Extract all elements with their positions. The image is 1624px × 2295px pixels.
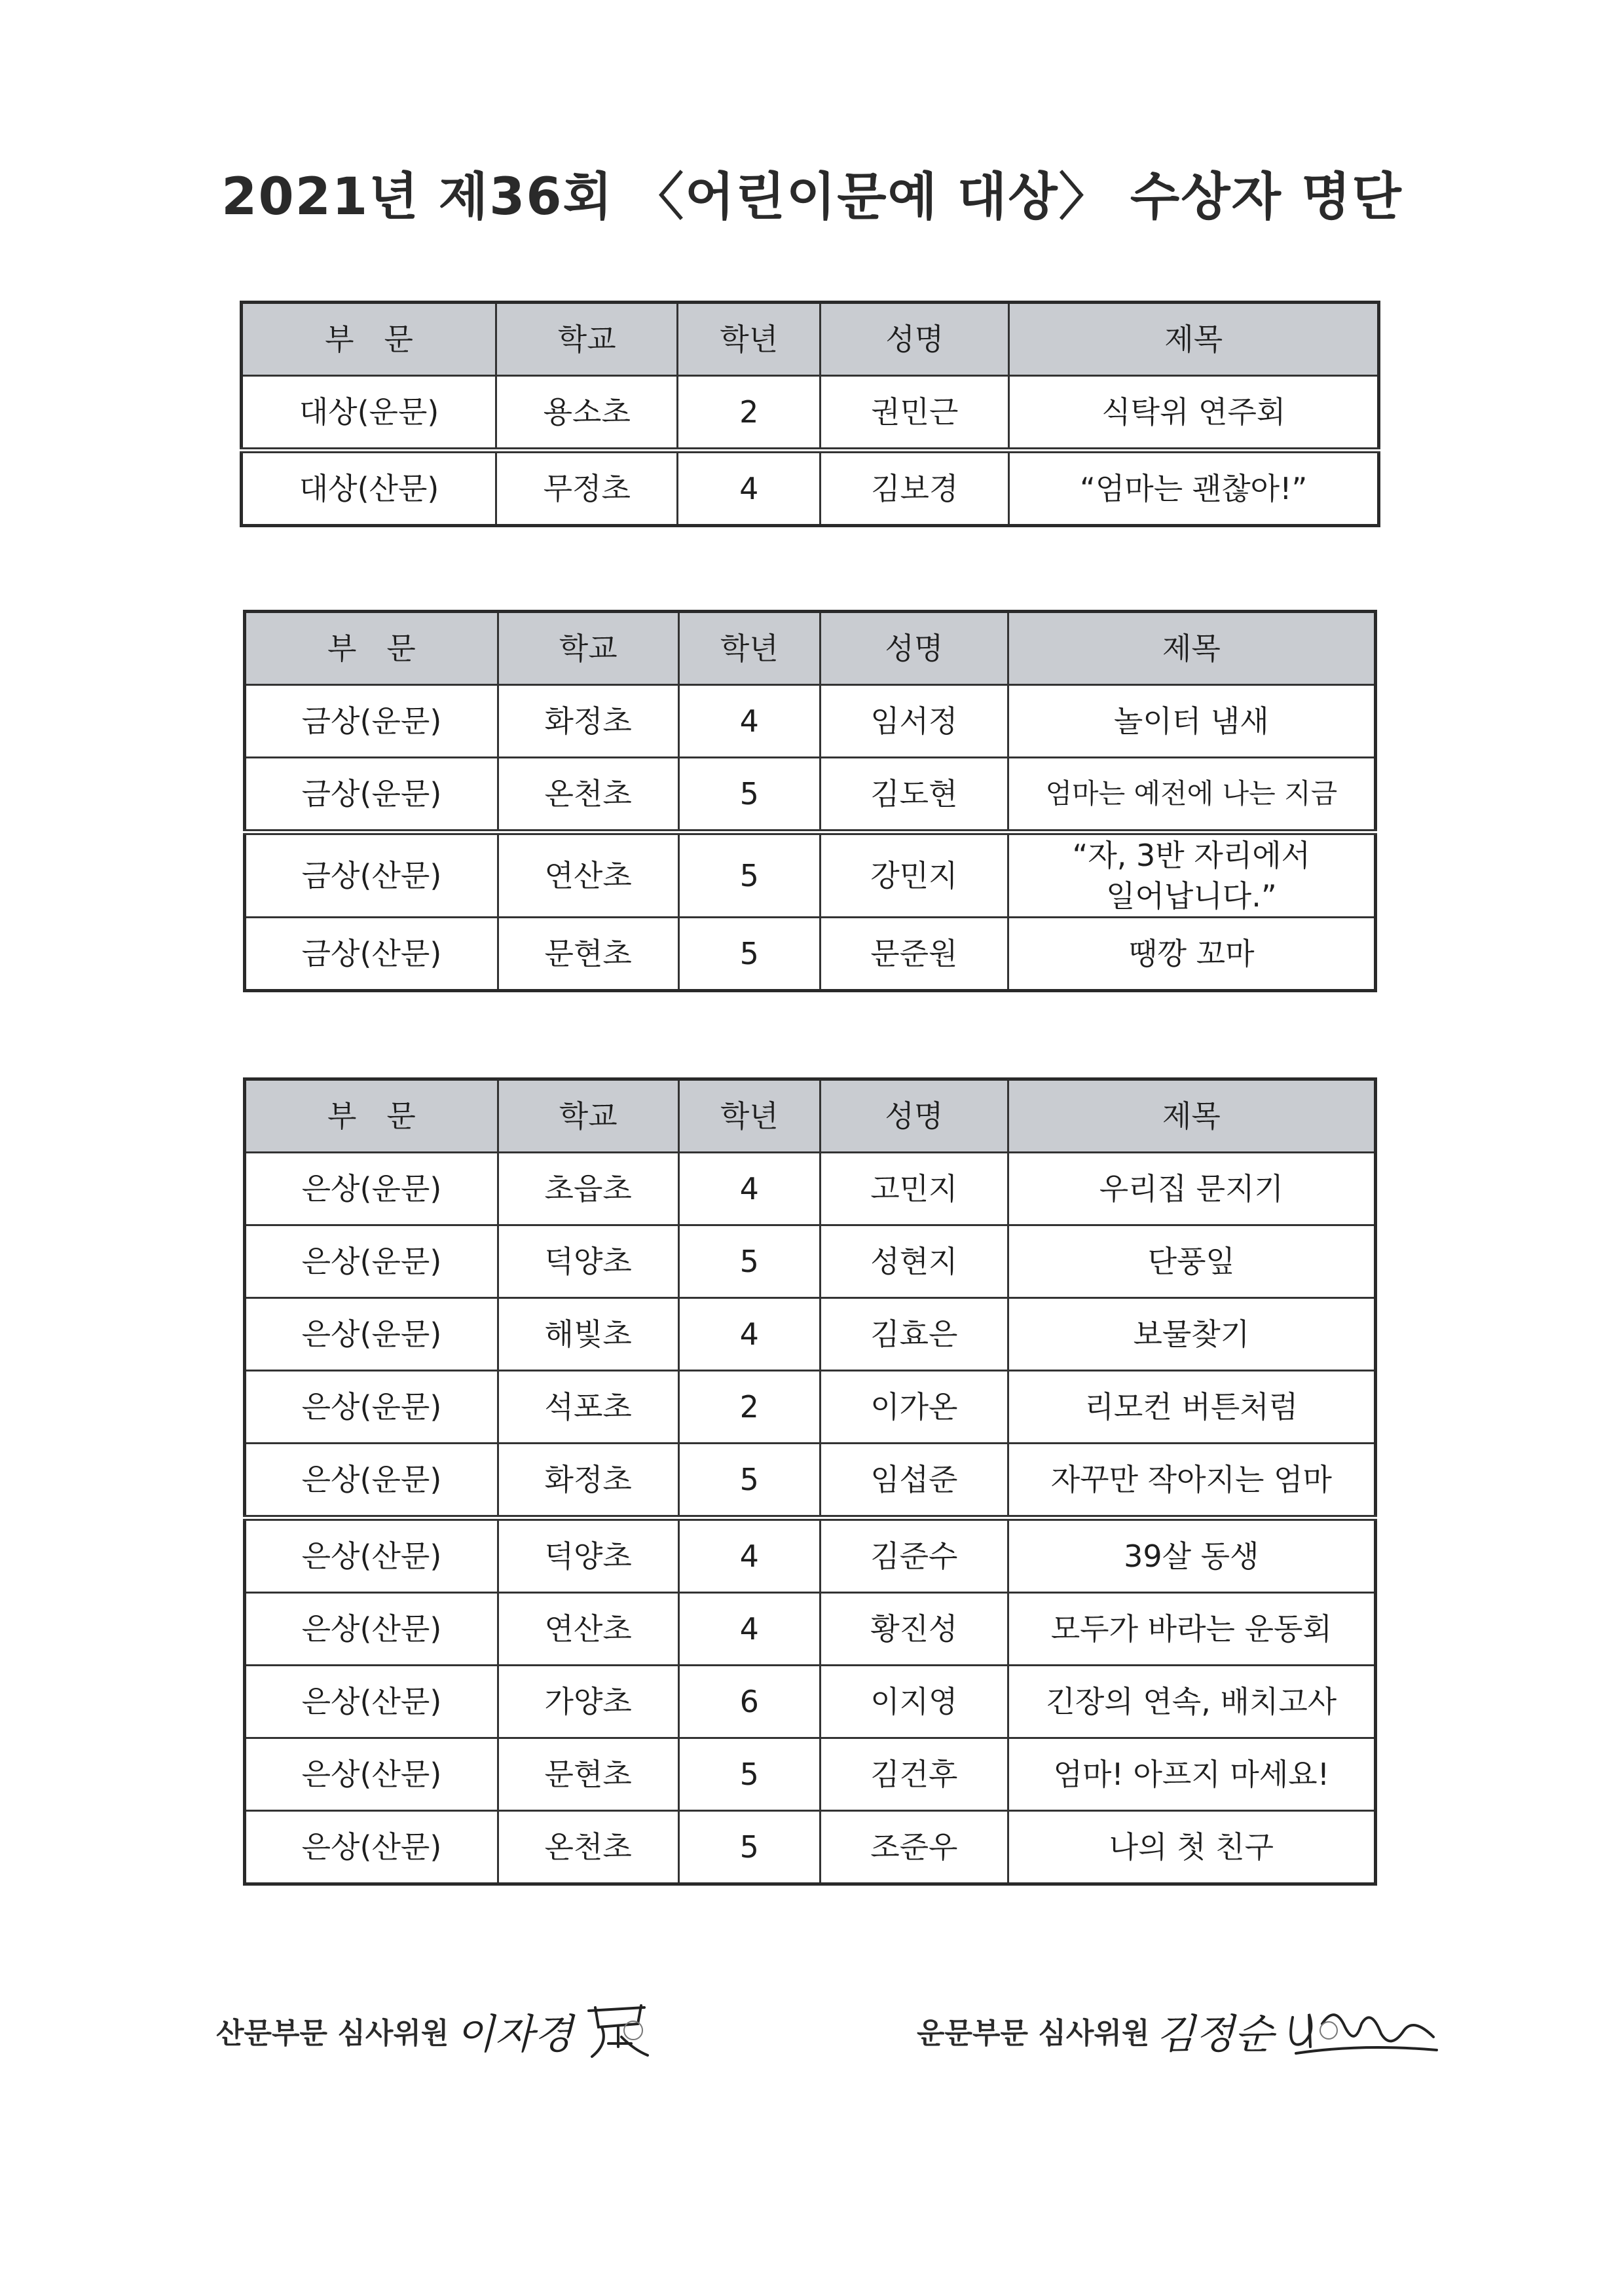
cell-division: 은상(산문) <box>245 1811 498 1884</box>
cell-school: 석포초 <box>498 1371 678 1444</box>
cell-division: 은상(운문) <box>245 1444 498 1518</box>
cell-grade: 6 <box>678 1666 821 1738</box>
table-row <box>245 1811 1376 1884</box>
cell-division: 은상(산문) <box>245 1593 498 1666</box>
cell-name: 성현지 <box>821 1225 1008 1298</box>
cell-division: 은상(산문) <box>245 1666 498 1738</box>
cell-name: 이지영 <box>821 1666 1008 1738</box>
cell-school: 가양초 <box>498 1666 678 1738</box>
cell-title: 나의 첫 친구 <box>1008 1811 1375 1884</box>
signature-mark <box>1283 1998 1440 2063</box>
prose-judge-name: 이자경 <box>455 2009 574 2058</box>
table-row <box>242 376 1379 451</box>
cell-grade: 4 <box>678 1153 821 1225</box>
grand-prize-table <box>240 301 1380 527</box>
gold-prize-table <box>243 610 1377 992</box>
verse-judge-label: 운문부문 심사위원 <box>917 2017 1150 2050</box>
cell-school: 해빛초 <box>498 1298 678 1371</box>
cell-title: 놀이터 냄새 <box>1008 685 1375 758</box>
header-grade: 학년 <box>678 1079 821 1153</box>
cell-title: 엄마! 아프지 마세요! <box>1008 1738 1375 1811</box>
cell-school: 연산초 <box>498 832 678 918</box>
cell-title: 식탁위 연주회 <box>1009 376 1379 451</box>
cell-title: “자, 3반 자리에서 일어납니다.” <box>1008 832 1375 918</box>
cell-title: 엄마는 예전에 나는 지금 <box>1008 758 1375 832</box>
cell-division: 금상(운문) <box>245 685 498 758</box>
cell-school: 화정초 <box>498 685 678 758</box>
table-row <box>245 832 1376 918</box>
cell-title: 우리집 문지기 <box>1008 1153 1375 1225</box>
table-row <box>245 1153 1376 1225</box>
cell-grade: 5 <box>678 758 821 832</box>
cell-school: 화정초 <box>498 1444 678 1518</box>
cell-name: 권민근 <box>821 376 1009 451</box>
header-division: 부 문 <box>245 1079 498 1153</box>
cell-division: 은상(운문) <box>245 1153 498 1225</box>
table-row <box>245 758 1376 832</box>
cell-title: 39살 동생 <box>1008 1518 1375 1593</box>
header-title: 제목 <box>1008 612 1375 685</box>
cell-title: “엄마는 괜찮아!” <box>1009 451 1379 526</box>
table-row <box>245 1593 1376 1666</box>
cell-name: 강민지 <box>821 832 1008 918</box>
cell-grade: 4 <box>678 1518 821 1593</box>
cell-grade: 5 <box>678 1444 821 1518</box>
cell-title: 보물찾기 <box>1008 1298 1375 1371</box>
table-row <box>245 1666 1376 1738</box>
cell-division: 은상(운문) <box>245 1225 498 1298</box>
cell-grade: 5 <box>678 918 821 991</box>
cell-division: 금상(산문) <box>245 918 498 991</box>
cell-name: 이가온 <box>821 1371 1008 1444</box>
cell-grade: 5 <box>678 832 821 918</box>
header-school: 학교 <box>498 612 678 685</box>
header-division: 부 문 <box>245 612 498 685</box>
cell-title: 긴장의 연속, 배치고사 <box>1008 1666 1375 1738</box>
header-title: 제목 <box>1008 1079 1375 1153</box>
cell-school: 문현초 <box>498 1738 678 1811</box>
header-grade: 학년 <box>678 612 821 685</box>
cell-grade: 4 <box>678 1298 821 1371</box>
table-row <box>242 451 1379 526</box>
table-row <box>245 1518 1376 1593</box>
signature-mark <box>582 1998 654 2063</box>
cell-division: 은상(산문) <box>245 1518 498 1593</box>
cell-title: 자꾸만 작아지는 엄마 <box>1008 1444 1375 1518</box>
cell-grade: 5 <box>678 1225 821 1298</box>
cell-division: 대상(산문) <box>242 451 496 526</box>
header-school: 학교 <box>498 1079 678 1153</box>
cell-school: 온천초 <box>498 758 678 832</box>
cell-name: 김도현 <box>821 758 1008 832</box>
cell-school: 연산초 <box>498 1593 678 1666</box>
verse-judge-name: 김정순 <box>1156 2009 1274 2058</box>
header-row <box>245 1079 1376 1153</box>
cell-grade: 2 <box>678 376 821 451</box>
header-name: 성명 <box>821 1079 1008 1153</box>
cell-school: 용소초 <box>496 376 678 451</box>
cell-grade: 5 <box>678 1811 821 1884</box>
cell-name: 고민지 <box>821 1153 1008 1225</box>
table-row <box>245 1371 1376 1444</box>
header-name: 성명 <box>821 303 1009 376</box>
prose-judge <box>216 1991 654 2070</box>
cell-division: 금상(산문) <box>245 832 498 918</box>
header-title: 제목 <box>1009 303 1379 376</box>
cell-school: 덕양초 <box>498 1518 678 1593</box>
cell-school: 초읍초 <box>498 1153 678 1225</box>
table-row <box>245 1738 1376 1811</box>
table-row <box>245 685 1376 758</box>
cell-grade: 5 <box>678 1738 821 1811</box>
header-grade: 학년 <box>678 303 821 376</box>
cell-school: 문현초 <box>498 918 678 991</box>
cell-title: 리모컨 버튼처럼 <box>1008 1371 1375 1444</box>
cell-name: 조준우 <box>821 1811 1008 1884</box>
header-division: 부 문 <box>242 303 496 376</box>
cell-division: 은상(운문) <box>245 1371 498 1444</box>
cell-grade: 4 <box>678 685 821 758</box>
cell-grade: 2 <box>678 1371 821 1444</box>
table-row <box>245 1298 1376 1371</box>
page-title: 2021년 제36회 〈어린이문예 대상〉 수상자 명단 <box>221 168 1403 227</box>
cell-division: 은상(운문) <box>245 1298 498 1371</box>
cell-name: 임서정 <box>821 685 1008 758</box>
judges-footer <box>0 1991 1624 2070</box>
header-school: 학교 <box>496 303 678 376</box>
header-row <box>242 303 1379 376</box>
cell-name: 김보경 <box>821 451 1009 526</box>
cell-name: 김준수 <box>821 1518 1008 1593</box>
header-row <box>245 612 1376 685</box>
cell-title: 단풍잎 <box>1008 1225 1375 1298</box>
cell-grade: 4 <box>678 1593 821 1666</box>
silver-prize-table <box>243 1077 1377 1886</box>
cell-title: 땡깡 꼬마 <box>1008 918 1375 991</box>
cell-school: 덕양초 <box>498 1225 678 1298</box>
verse-judge <box>917 1991 1440 2070</box>
cell-grade: 4 <box>678 451 821 526</box>
cell-name: 문준원 <box>821 918 1008 991</box>
header-name: 성명 <box>821 612 1008 685</box>
cell-title: 모두가 바라는 운동회 <box>1008 1593 1375 1666</box>
cell-division: 금상(운문) <box>245 758 498 832</box>
table-row <box>245 1444 1376 1518</box>
table-row <box>245 918 1376 991</box>
cell-division: 대상(운문) <box>242 376 496 451</box>
cell-school: 무정초 <box>496 451 678 526</box>
table-row <box>245 1225 1376 1298</box>
cell-school: 온천초 <box>498 1811 678 1884</box>
cell-name: 김효은 <box>821 1298 1008 1371</box>
cell-name: 황진성 <box>821 1593 1008 1666</box>
cell-name: 김건후 <box>821 1738 1008 1811</box>
prose-judge-label: 산문부문 심사위원 <box>216 2017 449 2050</box>
cell-name: 임섭준 <box>821 1444 1008 1518</box>
cell-division: 은상(산문) <box>245 1738 498 1811</box>
